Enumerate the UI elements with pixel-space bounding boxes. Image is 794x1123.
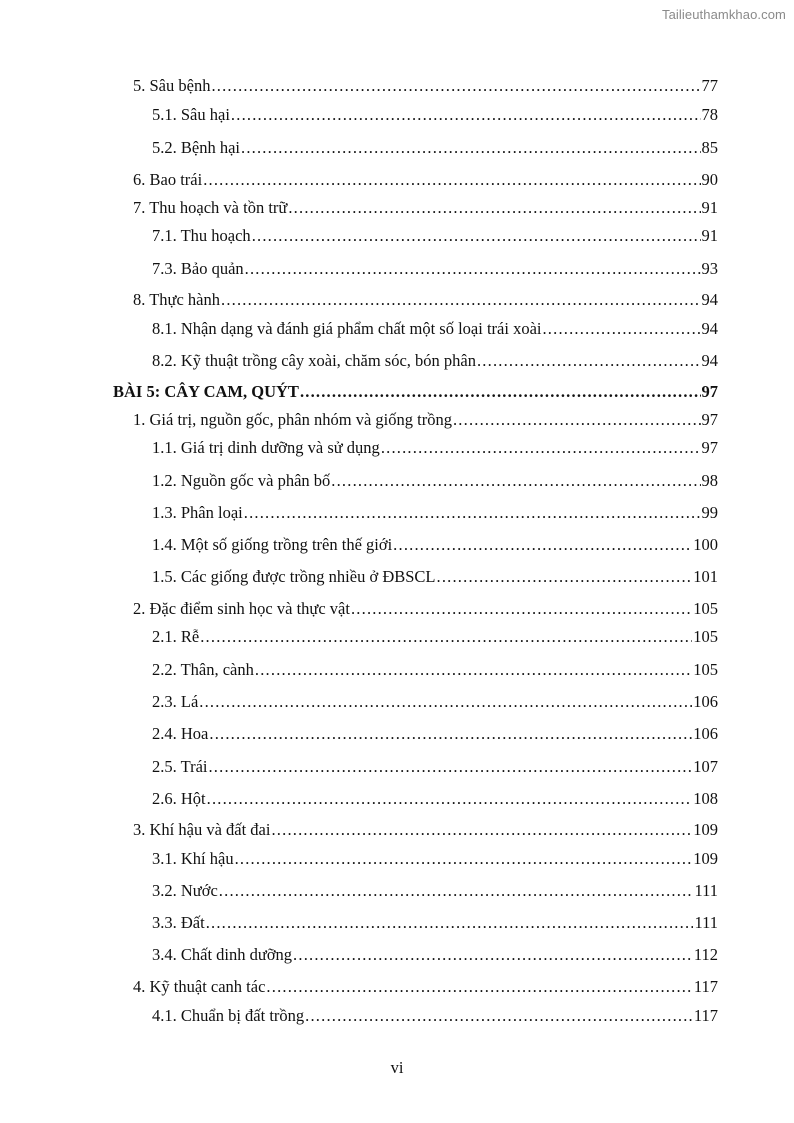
toc-entry-title: 7.3. Bảo quản xyxy=(152,259,244,278)
toc-entry-page: 90 xyxy=(701,170,718,189)
toc-entry-title: 2. Đặc điểm sinh học và thực vật xyxy=(133,599,350,618)
toc-leader xyxy=(331,471,700,491)
toc-leader xyxy=(219,881,694,901)
toc-entry xyxy=(152,226,718,246)
toc-entry-title: 8.2. Kỹ thuật trồng cây xoài, chăm sóc, bón phân xyxy=(152,351,476,370)
toc-entry xyxy=(152,724,718,744)
toc-leader xyxy=(288,198,700,218)
toc-entry-title: 4.1. Chuẩn bị đất trồng xyxy=(152,1006,305,1025)
toc-leader xyxy=(241,138,701,158)
toc-entry-page: 112 xyxy=(693,945,718,964)
toc-entry-title: 2.1. Rễ xyxy=(152,627,200,646)
toc-entry-page: 105 xyxy=(693,627,718,646)
toc-entry xyxy=(152,503,718,523)
toc-entry-title: 8.1. Nhận dạng và đánh giá phẩm chất một số loại trái xoài xyxy=(152,319,542,338)
toc-entry-title: 5. Sâu bệnh xyxy=(133,76,211,95)
toc-entry-title: 7. Thu hoạch và tồn trữ xyxy=(133,198,288,217)
toc-entry-page: 99 xyxy=(701,503,718,522)
toc-entry-title: 1. Giá trị, nguồn gốc, phân nhóm và giống trồng xyxy=(133,410,452,429)
toc-leader xyxy=(207,789,693,809)
toc-entry-page: 77 xyxy=(701,76,718,95)
toc-entry xyxy=(152,849,718,869)
toc-entry xyxy=(152,881,718,901)
toc-leader xyxy=(252,226,701,246)
toc-entry-page: 117 xyxy=(693,977,718,996)
toc-entry xyxy=(133,76,718,96)
toc-entry-page: 106 xyxy=(693,724,718,743)
toc-entry xyxy=(133,410,718,430)
page-number: vi xyxy=(390,1058,404,1077)
toc-entry-page: 94 xyxy=(701,319,718,338)
toc-entry xyxy=(133,977,718,997)
toc-entry-page: 91 xyxy=(701,198,718,217)
toc-entry-title: 2.2. Thân, cành xyxy=(152,660,254,679)
toc-entry xyxy=(152,471,718,491)
toc-entry xyxy=(152,567,718,587)
toc-entry-title: 2.4. Hoa xyxy=(152,724,209,743)
toc-entry xyxy=(152,105,718,125)
toc-entry xyxy=(152,627,718,647)
toc-entry-page: 109 xyxy=(693,849,718,868)
toc-entry-title: 1.4. Một số giống trồng trên thế giới xyxy=(152,535,393,554)
toc-entry-title: 1.5. Các giống được trồng nhiều ở ĐBSCL xyxy=(152,567,436,586)
toc-leader xyxy=(245,259,701,279)
toc-entry-page: 107 xyxy=(693,757,718,776)
toc-leader xyxy=(208,757,692,777)
toc-entry-title: 4. Kỹ thuật canh tác xyxy=(133,977,266,996)
toc-entry-title: 3.1. Khí hậu xyxy=(152,849,234,868)
toc-entry-page: 91 xyxy=(701,226,718,245)
toc-entry xyxy=(152,789,718,809)
toc-entry xyxy=(152,319,718,339)
toc-entry-page: 101 xyxy=(693,567,718,586)
toc-entry-page: 97 xyxy=(701,438,718,457)
toc-entry xyxy=(133,290,718,310)
toc-leader xyxy=(235,849,693,869)
toc-entry-title: 7.1. Thu hoạch xyxy=(152,226,251,245)
toc-entry-title: 1.2. Nguồn gốc và phân bố xyxy=(152,471,331,490)
toc-leader xyxy=(453,410,701,430)
toc-entry-title: 5.1. Sâu hại xyxy=(152,105,230,124)
toc-entry-page: 106 xyxy=(693,692,718,711)
toc-entry-title: 2.3. Lá xyxy=(152,692,199,711)
toc-entry-page: 98 xyxy=(701,471,718,490)
toc-entry xyxy=(133,820,718,840)
toc-leader xyxy=(221,290,701,310)
toc-entry-title: 3. Khí hậu và đất đai xyxy=(133,820,271,839)
toc-entry-page: 105 xyxy=(693,599,718,618)
toc-leader xyxy=(305,1006,693,1026)
toc-entry-page: 117 xyxy=(693,1006,718,1025)
toc-entry-page: 100 xyxy=(693,535,718,554)
watermark-text: Tailieuthamkhao.com xyxy=(661,7,786,22)
toc-leader xyxy=(199,692,692,712)
toc-chapter-heading xyxy=(113,382,718,402)
toc-entry-page: 78 xyxy=(701,105,718,124)
toc-leader xyxy=(211,76,700,96)
toc-entry-title: BÀI 5: CÂY CAM, QUÝT xyxy=(113,382,299,401)
toc-entry-title: 2.5. Trái xyxy=(152,757,208,776)
toc-entry xyxy=(152,351,718,371)
toc-entry-page: 105 xyxy=(693,660,718,679)
toc-entry-title: 5.2. Bệnh hại xyxy=(152,138,240,157)
toc-entry-page: 97 xyxy=(701,382,718,401)
toc-entry-page: 85 xyxy=(701,138,718,157)
toc-entry-title: 1.3. Phân loại xyxy=(152,503,243,522)
toc-entry-title: 6. Bao trái xyxy=(133,170,203,189)
toc-leader xyxy=(381,438,701,458)
toc-leader xyxy=(477,351,701,371)
toc-leader xyxy=(203,170,700,190)
toc-entry-page: 94 xyxy=(701,290,718,309)
toc-leader xyxy=(255,660,692,680)
toc-entry xyxy=(152,438,718,458)
toc-entry-page: 111 xyxy=(694,913,718,932)
toc-leader xyxy=(200,627,692,647)
toc-entry-title: 3.3. Đất xyxy=(152,913,205,932)
toc-entry-page: 109 xyxy=(693,820,718,839)
toc-entry-title: 3.2. Nước xyxy=(152,881,218,900)
toc-leader xyxy=(206,913,694,933)
toc-entry-page: 94 xyxy=(701,351,718,370)
toc-entry xyxy=(133,599,718,619)
toc-entry xyxy=(152,692,718,712)
toc-leader xyxy=(300,382,701,402)
toc-entry-title: 1.1. Giá trị dinh dưỡng và sử dụng xyxy=(152,438,380,457)
toc-leader xyxy=(293,945,693,965)
toc-entry-page: 111 xyxy=(694,881,718,900)
toc-entry xyxy=(133,198,718,218)
toc-entry xyxy=(152,945,718,965)
toc-entry xyxy=(152,757,718,777)
toc-entry xyxy=(152,913,718,933)
toc-leader xyxy=(231,105,701,125)
toc-leader xyxy=(209,724,692,744)
toc-leader xyxy=(266,977,692,997)
toc-leader xyxy=(542,319,700,339)
toc-leader xyxy=(393,535,692,555)
toc-entry xyxy=(152,660,718,680)
toc-entry xyxy=(152,1006,718,1026)
toc-leader xyxy=(271,820,692,840)
toc-entry xyxy=(152,138,718,158)
toc-entry-title: 3.4. Chất dinh dưỡng xyxy=(152,945,293,964)
toc-entry-title: 8. Thực hành xyxy=(133,290,220,309)
toc-entry xyxy=(133,170,718,190)
toc-leader xyxy=(244,503,701,523)
toc-entry xyxy=(152,259,718,279)
toc-entry xyxy=(152,535,718,555)
toc-entry-page: 93 xyxy=(701,259,718,278)
toc-entry-title: 2.6. Hột xyxy=(152,789,206,808)
toc-leader xyxy=(351,599,692,619)
toc-leader xyxy=(437,567,693,587)
toc-entry-page: 97 xyxy=(701,410,718,429)
toc-entry-page: 108 xyxy=(693,789,718,808)
